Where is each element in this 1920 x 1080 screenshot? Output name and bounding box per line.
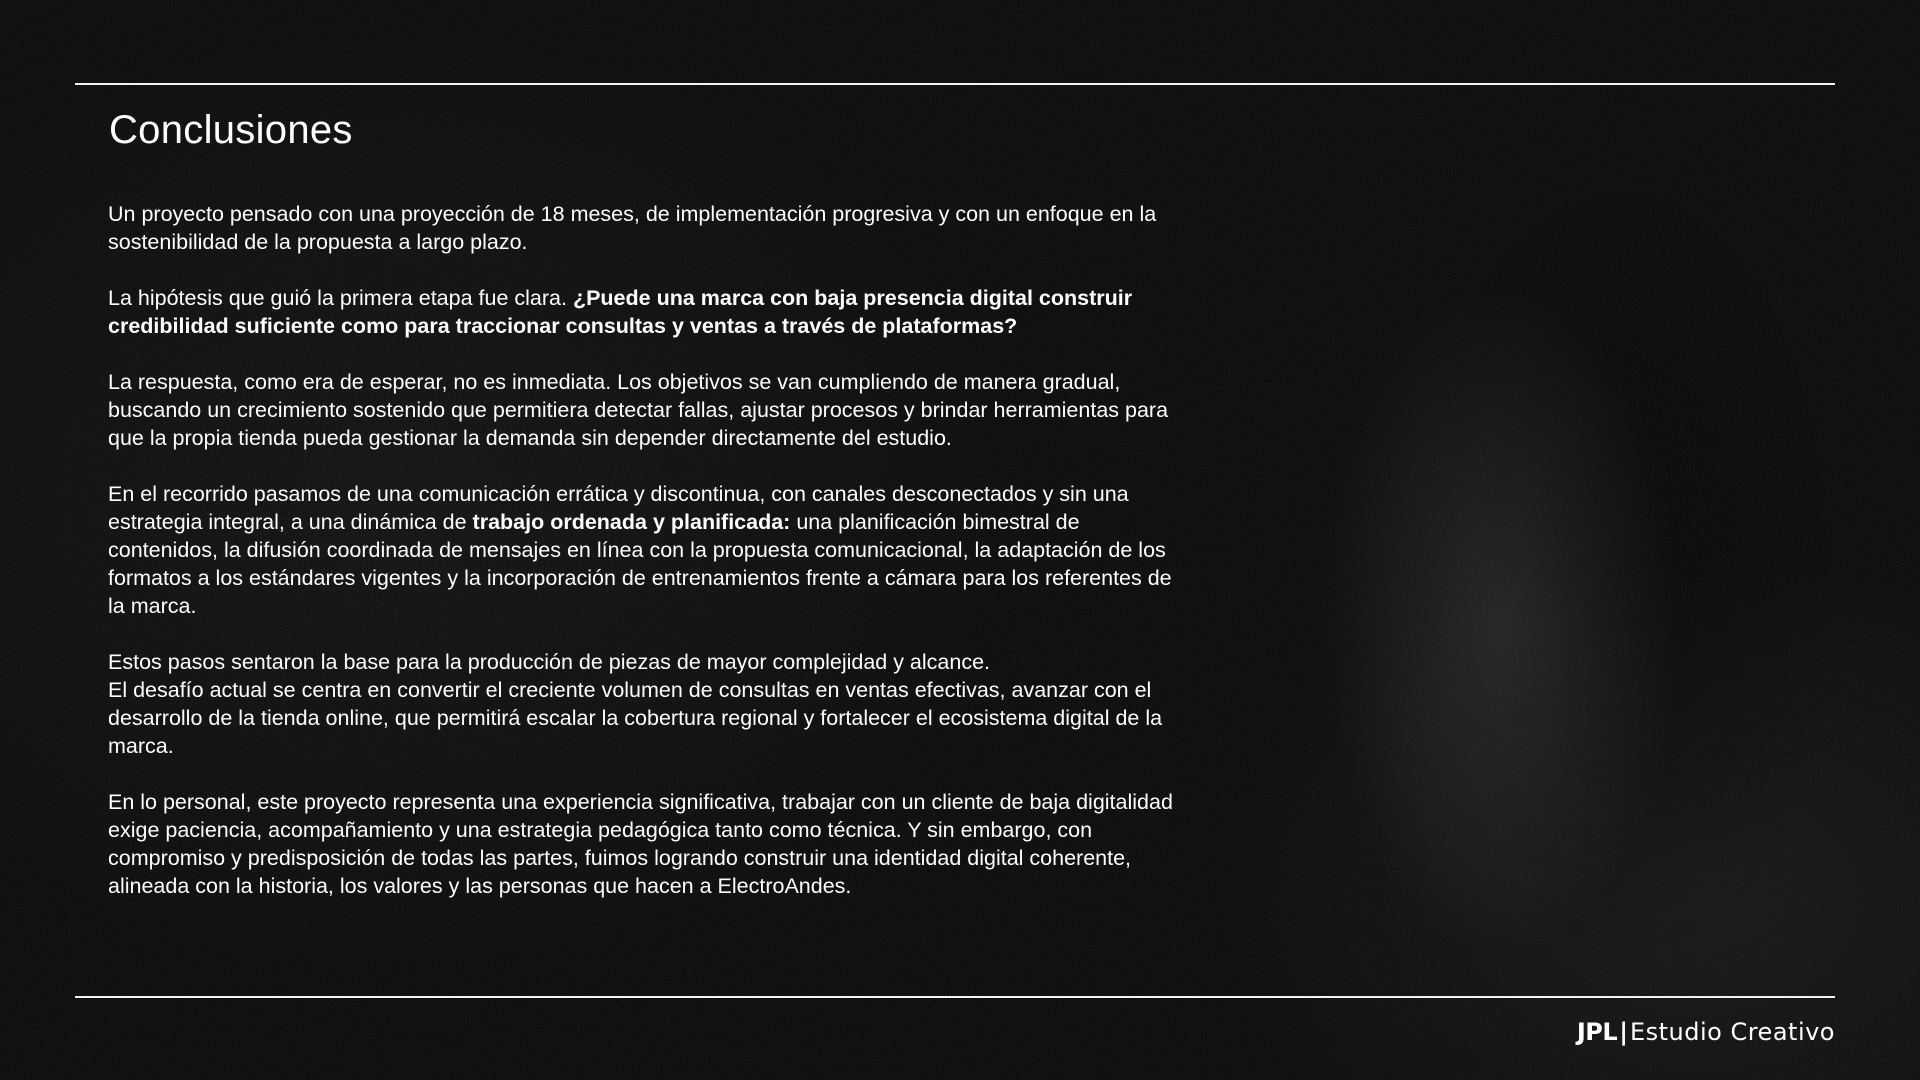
paragraph-text: El desafío actual se centra en convertir el creciente volumen de consultas en ventas efectivas, avanzar con el desarrollo de la tienda online, que permitirá escalar la cobertura regional y fortalecer el ecosistema digital de la marca. [108, 678, 1163, 758]
body-paragraph [108, 368, 1188, 452]
top-divider [75, 83, 1835, 85]
brand-separator: | [1619, 1018, 1628, 1046]
body-paragraph [108, 200, 1188, 256]
emphasis-text: ¿Puede una marca con baja presencia digital construir credibilidad suficiente como para traccionar consultas y ventas a través de plataformas? [108, 286, 1133, 338]
body-paragraph [108, 648, 1188, 760]
emphasis-text: trabajo ordenada y planificada: [472, 510, 791, 534]
paragraph-text: La hipótesis que guió la primera etapa fue clara. [108, 286, 573, 310]
paragraph-text: En el recorrido pasamos de una comunicación errática y discontinua, con canales desconectados y sin una estrategia integral, a una dinámica de [108, 482, 1129, 534]
body-paragraph [108, 788, 1188, 900]
brand-logo [1577, 1018, 1835, 1046]
bottom-divider [75, 996, 1835, 998]
page-title: Conclusiones [109, 108, 353, 152]
paragraph-text: una planificación bimestral de contenidos, la difusión coordinada de mensajes en línea con la propuesta comunicacional, la adaptación de los formatos a los estándares vigentes y la incorporación de entrenamientos frente a cámara para los referentes de la marca. [108, 510, 1172, 618]
paragraph-text: La respuesta, como era de esperar, no es inmediata. Los objetivos se van cumpliendo de manera gradual, buscando un crecimiento sostenido que permitiera detectar fallas, ajustar procesos y brindar herramientas para que la propia tienda pueda gestionar la demanda sin depender directamente del estudio. [108, 370, 1169, 450]
brand-mark: JPL [1576, 1018, 1618, 1046]
paragraph-text: Un proyecto pensado con una proyección de 18 meses, de implementación progresiva y con un enfoque en la sostenibilidad de la propuesta a largo plazo. [108, 202, 1157, 254]
body-paragraph [108, 480, 1188, 620]
brand-name: Estudio Creativo [1629, 1018, 1835, 1046]
conclusions-body [108, 200, 1188, 928]
paragraph-text: Estos pasos sentaron la base para la producción de piezas de mayor complejidad y alcance. [108, 650, 991, 674]
body-paragraph [108, 284, 1188, 340]
paragraph-text: En lo personal, este proyecto representa una experiencia significativa, trabajar con un cliente de baja digitalidad exige paciencia, acompañamiento y una estrategia pedagógica tanto como técnica. Y sin embargo, con compromiso y predisposición de todas las partes, fuimos logrando construir una identidad digital coherente, alineada con la historia, los valores y las personas que hacen a ElectroAndes. [108, 790, 1173, 898]
